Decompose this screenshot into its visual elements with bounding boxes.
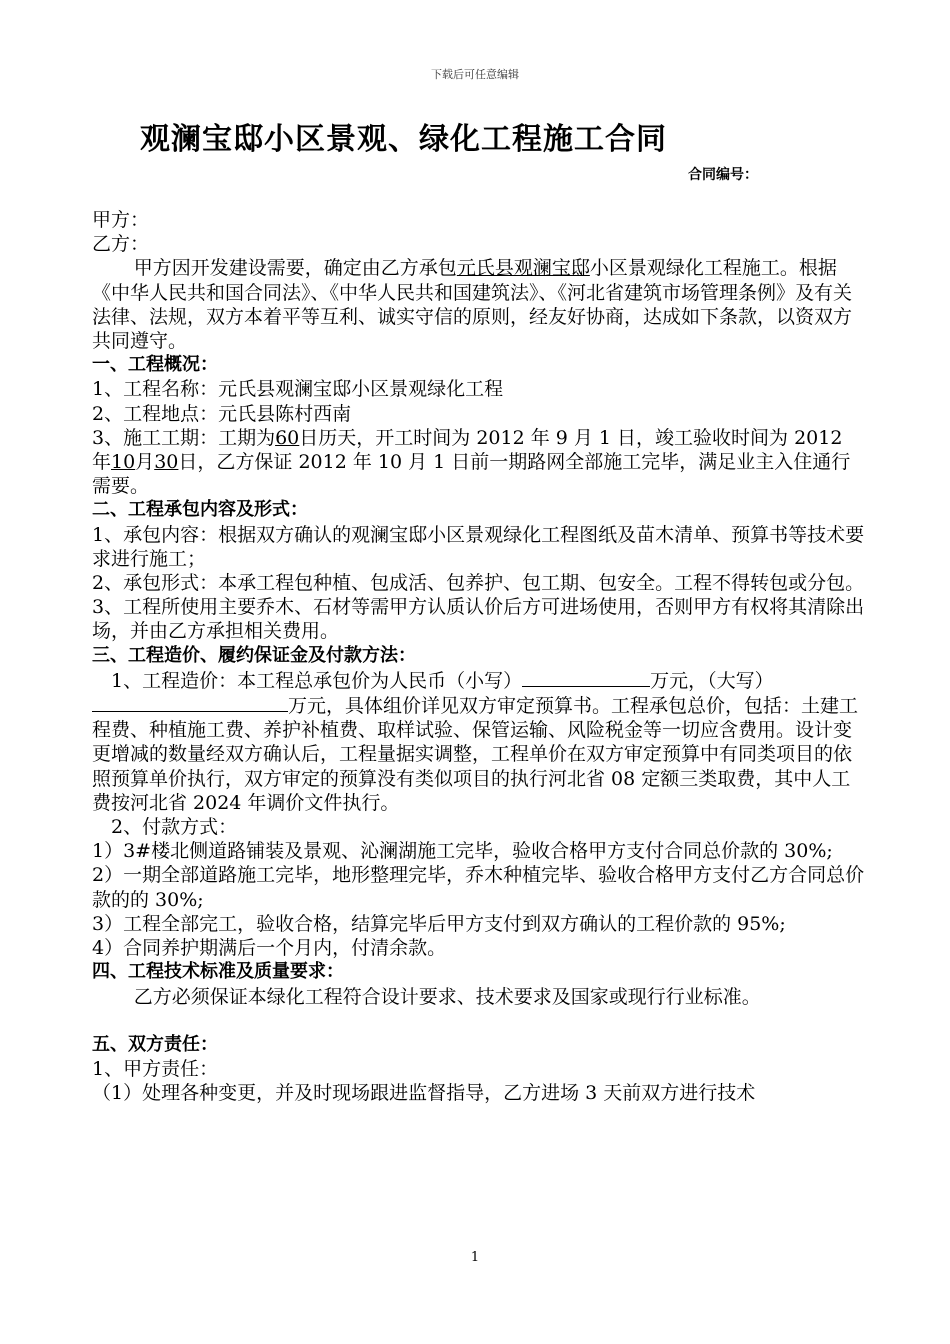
section-1-heading: 一、工程概况： [92, 354, 218, 376]
s2-item-3: 3、工程所使用主要乔木、石材等需甲方认质认价后方可进场使用，否则甲方有权将其清除出场，并由乙方承担相关费用。 [92, 596, 865, 643]
price-uppercase-blank [92, 693, 288, 712]
spacer [92, 1009, 866, 1033]
payment-item-2: 2）一期全部道路施工完毕，地形整理完毕，乔木种植完毕、验收合格甲方支付乙方合同总价款的的 30%; [92, 864, 865, 911]
party-b-line: 乙方： [92, 233, 150, 256]
contract-body [92, 208, 866, 1105]
s3-payment-heading: 2、付款方式： [111, 816, 238, 839]
party-a-line: 甲方： [92, 209, 150, 231]
header-note: 下载后可任意编辑 [431, 68, 519, 81]
s3-price-paragraph [92, 668, 866, 815]
price-text-c: 万元，具体组价详见双方审定预算书。工程承包总价，包括：土建工程费、种植施工费、养护补植费、取样试验、保管运输、风险税金等一切应含费用。设计变更增减的数量经双方确认后，工程量据实调整，工程单价在双方审定预算中有同类项目的依照预算单价执行，双方审定的预算没有类似项目的执行河北省 08 定额三类取费，其中人工费按河北省 2024 年调价文件执行。 [92, 695, 859, 814]
intro-text-cont: 小区景观绿化工程施工。根据《中华人民共和国合同法》、《中华人民共和国建筑法》、《河北省建筑市场管理条例》及有关法律、法规，双方本着平等互利、诚实守信的原则，经友好协商，达成如下条款，以资双方共同遵守。 [92, 257, 853, 353]
s1-item-3-text-d: 日，乙方保证 2012 年 10 月 1 日前一期路网全部施工完毕，满足业主入住通行需要。 [92, 451, 851, 498]
s5-item-1: （1）处理各种变更，并及时现场跟进监督指导，乙方进场 3 天前双方进行技术 [92, 1082, 756, 1105]
price-text: 1、工程造价：本工程总承包价为人民币（小写） [111, 669, 523, 692]
completion-month: 10 [111, 451, 136, 474]
s1-item-1: 1、工程名称：元氏县观澜宝邸小区景观绿化工程 [92, 378, 504, 401]
completion-day: 30 [154, 451, 179, 474]
duration-days: 60 [275, 426, 300, 449]
s2-item-1: 1、承包内容：根据双方确认的观澜宝邸小区景观绿化工程图纸及苗木清单、预算书等技术要求进行施工； [92, 523, 865, 570]
s2-item-2: 2、承包形式：本承工程包种植、包成活、包养护、包工期、包安全。工程不得转包或分包。 [92, 572, 865, 595]
section-2-heading: 二、工程承包内容及形式： [92, 499, 308, 521]
intro-paragraph [92, 256, 866, 353]
price-text-b: 万元，（大写） [650, 669, 774, 692]
project-location-underlined: 元氏县观澜宝邸 [456, 257, 590, 280]
s5-sub-1: 1、甲方责任： [92, 1057, 219, 1080]
payment-item-1: 1）3#楼北侧道路铺装及景观、沁澜湖施工完毕，验收合格甲方支付合同总价款的 30%; [92, 840, 833, 863]
price-lowercase-blank [522, 668, 650, 687]
s1-item-3-text: 3、施工工期：工期为 [92, 426, 276, 449]
contract-title: 观澜宝邸小区景观、绿化工程施工合同 [140, 122, 667, 157]
section-3-heading: 三、工程造价、履约保证金及付款方法： [92, 644, 416, 666]
s1-item-3-text-c: 月 [135, 451, 155, 474]
s1-item-2: 2、工程地点：元氏县陈村西南 [92, 402, 352, 425]
intro-text: 甲方因开发建设需要，确定由乙方承包 [133, 257, 457, 280]
contract-number-label: 合同编号： [688, 167, 758, 183]
page-number: 1 [470, 1250, 480, 1265]
payment-item-3: 3）工程全部完工，验收合格，结算完毕后甲方支付到双方确认的工程价款的 95%; [92, 912, 786, 935]
s4-text: 乙方必须保证本绿化工程符合设计要求、技术要求及国家或现行行业标准。 [133, 985, 761, 1008]
section-5-heading: 五、双方责任： [92, 1033, 218, 1055]
payment-item-4: 4）合同养护期满后一个月内，付清余款。 [92, 937, 447, 960]
section-4-heading: 四、工程技术标准及质量要求： [92, 961, 344, 983]
s1-item-3-text-b: 日历天，开工时间为 2012 年 9 月 1 日，竣工验收时间为 2012 年 [92, 426, 843, 474]
s1-item-3 [92, 426, 866, 499]
